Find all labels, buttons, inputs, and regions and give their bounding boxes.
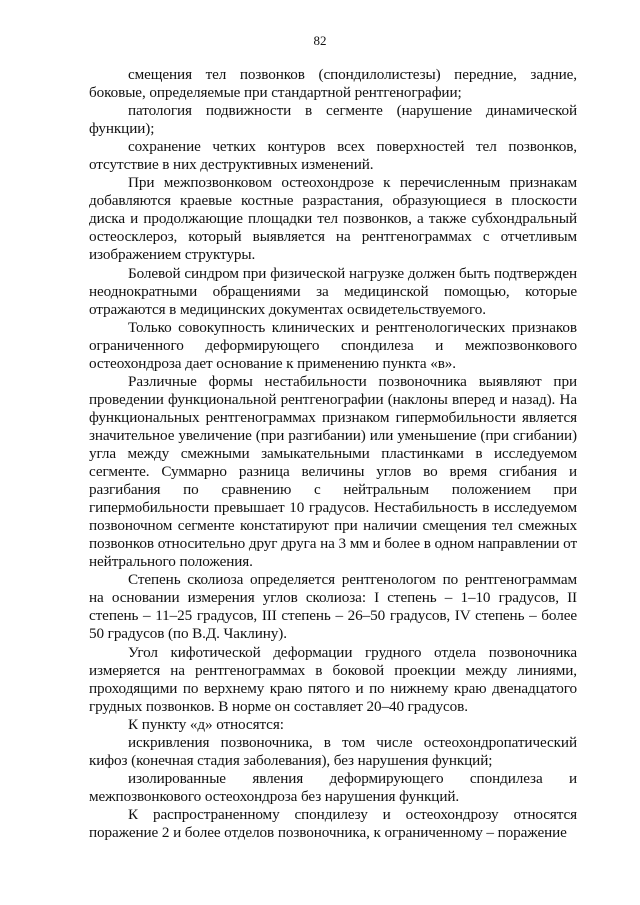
document-body <box>89 66 577 842</box>
page-number: 82 <box>313 33 327 48</box>
paragraph: изолированные явления деформирующего спондилеза и межпозвонкового остеохондроза без нарушения функций. <box>89 769 577 805</box>
paragraph: сохранение четких контуров всех поверхностей тел позвонков, отсутствие в них деструктивных изменений. <box>89 138 577 174</box>
paragraph: К пункту «д» относятся: <box>128 715 284 733</box>
paragraph: Болевой синдром при физической нагрузке должен быть подтвержден неоднократными обращениями за медицинской помощью, которые отражаются в медицинских документах освидетельствуемого. <box>89 264 577 318</box>
paragraph: Только совокупность клинических и рентгенологических признаков ограниченного деформирующего спондилеза и межпозвонкового остеохондроза дает основание к применению пункта «в». <box>89 318 577 372</box>
paragraph: патология подвижности в сегменте (нарушение динамической функции); <box>89 102 577 138</box>
paragraph: К распространенному спондилезу и остеохондрозу относятся поражение 2 и более отделов позвоночника, к ограниченному – поражение <box>89 805 577 841</box>
paragraph: Степень сколиоза определяется рентгенологом по рентгенограммам на основании измерения углов сколиоза: I степень – 1–10 градусов, II степень – 11–25 градусов, III степень – 26–50 градусов, IV степень – более 50 градусов (по В.Д. Чаклину). <box>89 571 577 643</box>
paragraph: Различные формы нестабильности позвоночника выявляют при проведении функциональной рентгенографии (наклоны вперед и назад). На функциональных рентгенограммах признаком гипермобильности является значительное увеличение (при разгибании) или уменьшение (при сгибании) угла между смежными замыкательными пластинками в исследуемом сегменте. Суммарно разница величины углов во время сгибания и разгибания по сравнению с нейтральным положением при гипермобильности превышает 10 градусов. Нестабильность в исследуемом позвоночном сегменте констатируют при наличии смещения тел смежных позвонков относительно друг друга на 3 мм и более в одном направлении от нейтрального положения. <box>89 372 577 571</box>
paragraph: смещения тел позвонков (спондилолистезы) передние, задние, боковые, определяемые при стандартной рентгенографии; <box>89 66 577 102</box>
paragraph: искривления позвоночника, в том числе остеохондропатический кифоз (конечная стадия заболевания), без нарушения функций; <box>89 733 577 769</box>
paragraph: Угол кифотической деформации грудного отдела позвоночника измеряется на рентгенограммах в боковой проекции между линиями, проходящими по верхнему краю пятого и по нижнему краю двенадцатого грудных позвонков. В норме он составляет 20–40 градусов. <box>89 643 577 715</box>
paragraph: При межпозвонковом остеохондрозе к перечисленным признакам добавляются краевые костные разрастания, образующиеся в плоскости диска и продолжающие площадки тел позвонков, а также субхондральный остеосклероз, который выявляется на рентгенограммах с отчетливым изображением структуры. <box>89 174 577 264</box>
